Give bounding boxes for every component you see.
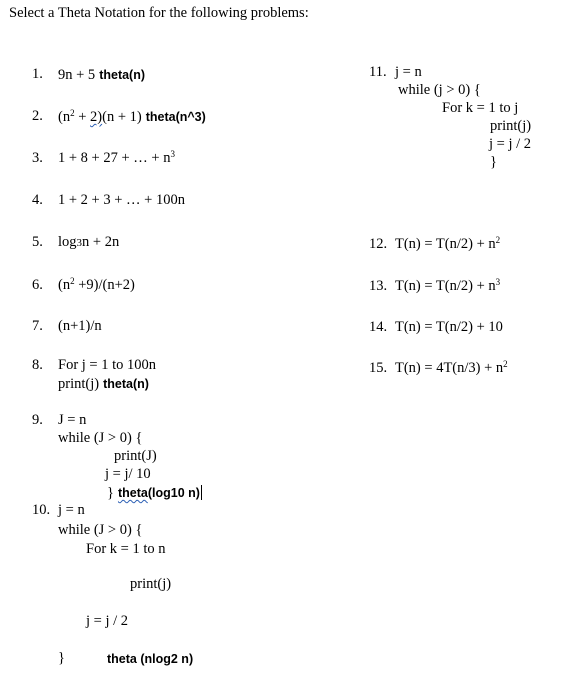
- problem-12-exponent: 2: [495, 235, 501, 245]
- instruction-heading: Select a Theta Notation for the following problems:: [9, 5, 309, 21]
- problem-11-line-3: For k = 1 to j: [442, 100, 519, 116]
- problem-9-line-3: print(J): [114, 448, 157, 464]
- problem-5: [58, 234, 119, 252]
- problem-14-expression: T(n) = T(n/2) + 10: [395, 319, 503, 335]
- problem-12-expression: T(n) = T(n/2) + n: [395, 236, 496, 252]
- problem-8-line-1: For j = 1 to 100n: [58, 357, 157, 373]
- problem-8-line-2: [58, 375, 149, 393]
- problem-2-expr-a: (n: [58, 109, 71, 125]
- problem-2-number: 2.: [32, 108, 43, 124]
- problem-10-line-5: j = j / 2: [86, 613, 129, 629]
- problem-10-close-brace: }: [58, 650, 65, 666]
- problem-11-line-1: j = n: [395, 64, 422, 80]
- problem-9-close-brace: }: [107, 485, 114, 501]
- problem-6-exponent: 2: [70, 276, 75, 286]
- problem-8-print: print(j): [58, 376, 100, 392]
- problem-1: [58, 66, 145, 84]
- problem-12: [395, 236, 500, 253]
- problem-8-number: 8.: [32, 357, 43, 373]
- problem-1-expression: 9n + 5: [58, 67, 96, 83]
- problem-2-expr-c: (n + 1): [102, 109, 142, 125]
- problem-11-line-5: j = j / 2: [489, 136, 532, 152]
- problem-2-exponent: 2: [70, 108, 75, 118]
- problem-11-number: 11.: [369, 64, 387, 80]
- problem-1-answer[interactable]: theta(n): [99, 68, 146, 82]
- problem-3-expression: 1 + 8 + 27 + … + n: [58, 150, 171, 166]
- problem-15-number: 15.: [369, 360, 388, 376]
- problem-3: [58, 150, 175, 167]
- problem-9-number: 9.: [32, 412, 43, 428]
- problem-9-line-2: while (J > 0) {: [58, 430, 143, 446]
- problem-9-line-1: J = n: [58, 412, 87, 428]
- problem-15-exponent: 2: [503, 359, 508, 369]
- problem-15-expression: T(n) = 4T(n/3) + n: [395, 360, 504, 376]
- problem-3-number: 3.: [32, 150, 43, 166]
- problem-13: [395, 278, 500, 295]
- problem-12-number: 12.: [369, 236, 388, 252]
- problem-13-exponent: 3: [495, 277, 501, 287]
- problem-15: [395, 360, 508, 377]
- problem-11-line-4: print(j): [490, 118, 532, 134]
- problem-14-number: 14.: [369, 319, 388, 335]
- problem-8-answer[interactable]: theta(n): [103, 377, 149, 391]
- problem-13-expression: T(n) = T(n/2) + n: [395, 278, 496, 294]
- problem-5-log: log: [58, 234, 77, 250]
- problem-2: [58, 108, 206, 126]
- problem-10-answer[interactable]: theta (nlog2 n): [107, 652, 194, 666]
- problem-6-number: 6.: [32, 277, 43, 293]
- problem-7-number: 7.: [32, 318, 43, 334]
- problem-10-number: 10.: [32, 502, 51, 518]
- problem-5-expr-b: n + 2n: [82, 234, 120, 250]
- text-cursor-icon: [201, 485, 202, 500]
- problem-9-line-5: [107, 484, 202, 502]
- problem-9-line-4: j = j/ 10: [105, 466, 151, 482]
- problem-4-number: 4.: [32, 192, 43, 208]
- problem-11-line-6: }: [490, 154, 497, 170]
- problem-5-number: 5.: [32, 234, 43, 250]
- problem-11-line-2: while (j > 0) {: [398, 82, 481, 98]
- problem-10-line-4: print(j): [130, 576, 172, 592]
- problem-2-expr-b: +: [74, 109, 91, 125]
- problem-1-number: 1.: [32, 66, 43, 82]
- problem-6: [58, 277, 135, 294]
- problem-2-answer[interactable]: theta(n^3): [145, 110, 206, 124]
- problem-10-line-3: For k = 1 to n: [86, 541, 166, 557]
- problem-9-answer-spellcheck[interactable]: theta: [117, 486, 148, 500]
- problem-9-answer[interactable]: (log10 n): [147, 486, 200, 500]
- problem-3-exponent: 3: [170, 149, 175, 159]
- problem-4-expression: 1 + 2 + 3 + … + 100n: [58, 192, 185, 208]
- problem-6-expr-a: (n: [58, 277, 71, 293]
- problem-7-expression: (n+1)/n: [58, 318, 102, 334]
- problem-6-expr-b: +9)/(n+2): [74, 277, 135, 293]
- problem-10-line-1: j = n: [58, 502, 85, 518]
- problem-10-line-2: while (J > 0) {: [58, 522, 143, 538]
- problem-2-spellcheck-underline[interactable]: 2): [90, 109, 103, 125]
- problem-5-log-base: 3: [76, 237, 83, 249]
- problem-13-number: 13.: [369, 278, 388, 294]
